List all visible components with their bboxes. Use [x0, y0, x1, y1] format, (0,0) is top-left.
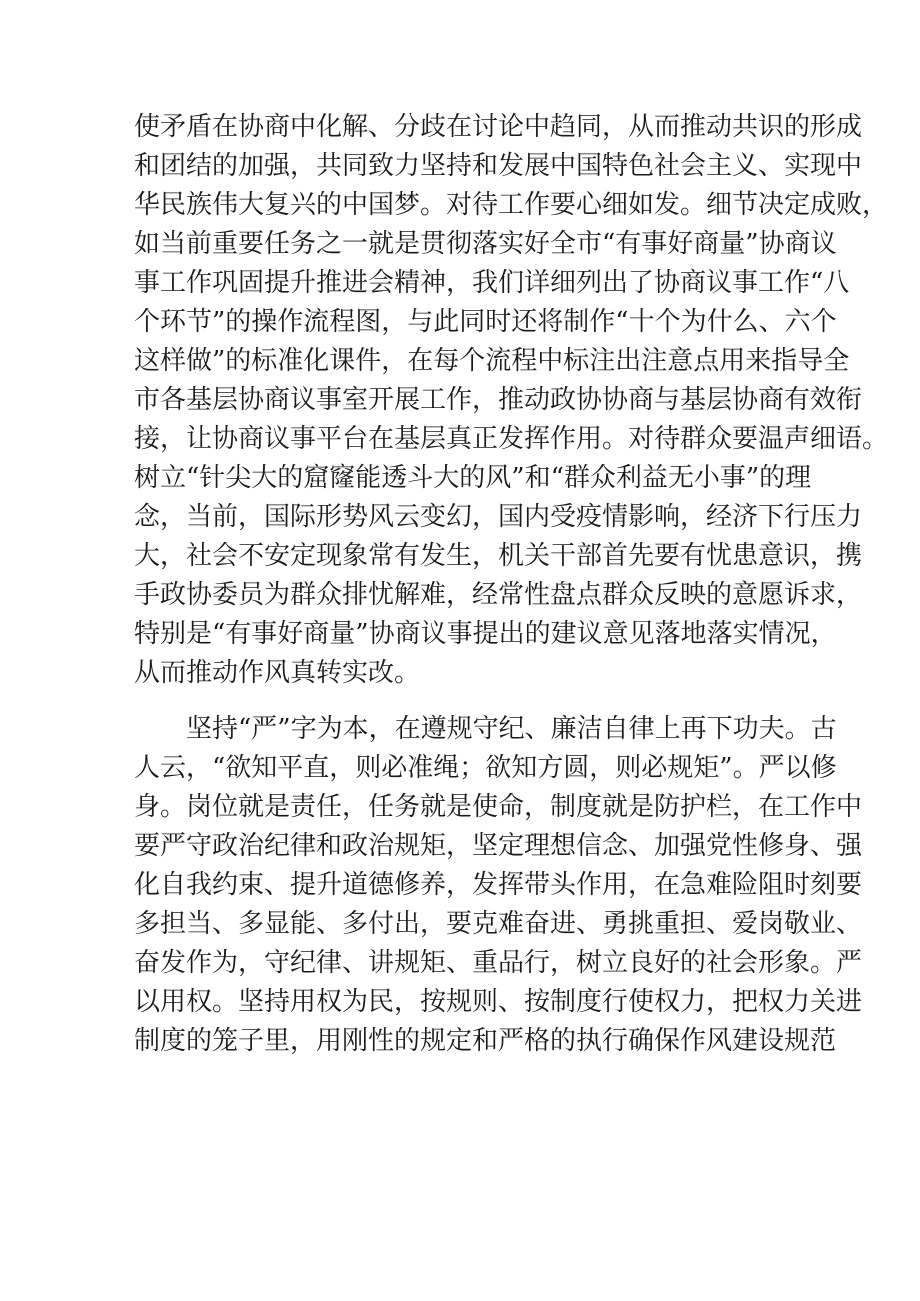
text-line: 和团结的加强，共同致力坚持和发展中国特色社会主义、实现中 [134, 151, 863, 181]
text-line: 个环节”的操作流程图，与此同时还将制作“十个为什么、六个 [134, 307, 837, 337]
paragraph-gap [134, 693, 804, 710]
paragraph-1 [134, 108, 889, 693]
text-line: 化自我约束、提升道德修养，发挥带头作用，在急难险阻时刻要 [134, 870, 863, 900]
text-line: 华民族伟大复兴的中国梦。对待工作要心细如发。细节决定成败， [134, 190, 889, 220]
text-line: 多担当、多显能、多付出，要克难奋进、勇挑重担、爱岗敬业、 [134, 909, 863, 939]
text-line: 身。岗位就是责任，任务就是使命，制度就是防护栏，在工作中 [134, 792, 863, 822]
document-body [134, 108, 889, 1061]
text-line: 大，社会不安定现象常有发生，机关干部首先要有忧患意识，携 [134, 541, 863, 571]
text-line: 使矛盾在协商中化解、分歧在讨论中趋同，从而推动共识的形成 [134, 112, 863, 142]
text-line: 人云，“欲知平直，则必准绳；欲知方圆，则必规矩”。严以修 [134, 753, 837, 783]
text-line: 接，让协商议事平台在基层真正发挥作用。对待群众要温声细语。 [134, 424, 889, 454]
text-line: 这样做”的标准化课件，在每个流程中标注出注意点用来指导全 [134, 346, 850, 376]
text-line: 手政协委员为群众排忧解难，经常性盘点群众反映的意愿诉求， [134, 580, 863, 610]
text-line: 如当前重要任务之一就是贯彻落实好全市“有事好商量”协商议 [134, 229, 837, 259]
text-line: 市各基层协商议事室开展工作，推动政协协商与基层协商有效衔 [134, 385, 863, 415]
text-line: 坚持“严”字为本，在遵规守纪、廉洁自律上再下功夫。古 [186, 714, 837, 744]
text-line: 事工作巩固提升推进会精神，我们详细列出了协商议事工作“八 [134, 268, 850, 298]
text-line: 特别是“有事好商量”协商议事提出的建议意见落地落实情况， [134, 619, 837, 649]
text-line: 念，当前，国际形势风云变幻，国内受疫情影响，经济下行压力 [134, 502, 863, 532]
paragraph-2 [134, 710, 863, 1061]
text-line: 以用权。坚持用权为民，按规则、按制度行使权力，把权力关进 [134, 987, 863, 1017]
text-line: 树立“针尖大的窟窿能透斗大的风”和“群众利益无小事”的理 [134, 463, 812, 493]
text-line: 要严守政治纪律和政治规矩，坚定理想信念、加强党性修身、强 [134, 831, 863, 861]
text-line: 制度的笼子里，用刚性的规定和严格的执行确保作风建设规范 [134, 1026, 837, 1056]
text-line: 奋发作为，守纪律、讲规矩、重品行，树立良好的社会形象。严 [134, 948, 863, 978]
text-line: 从而推动作风真转实改。 [134, 658, 421, 688]
